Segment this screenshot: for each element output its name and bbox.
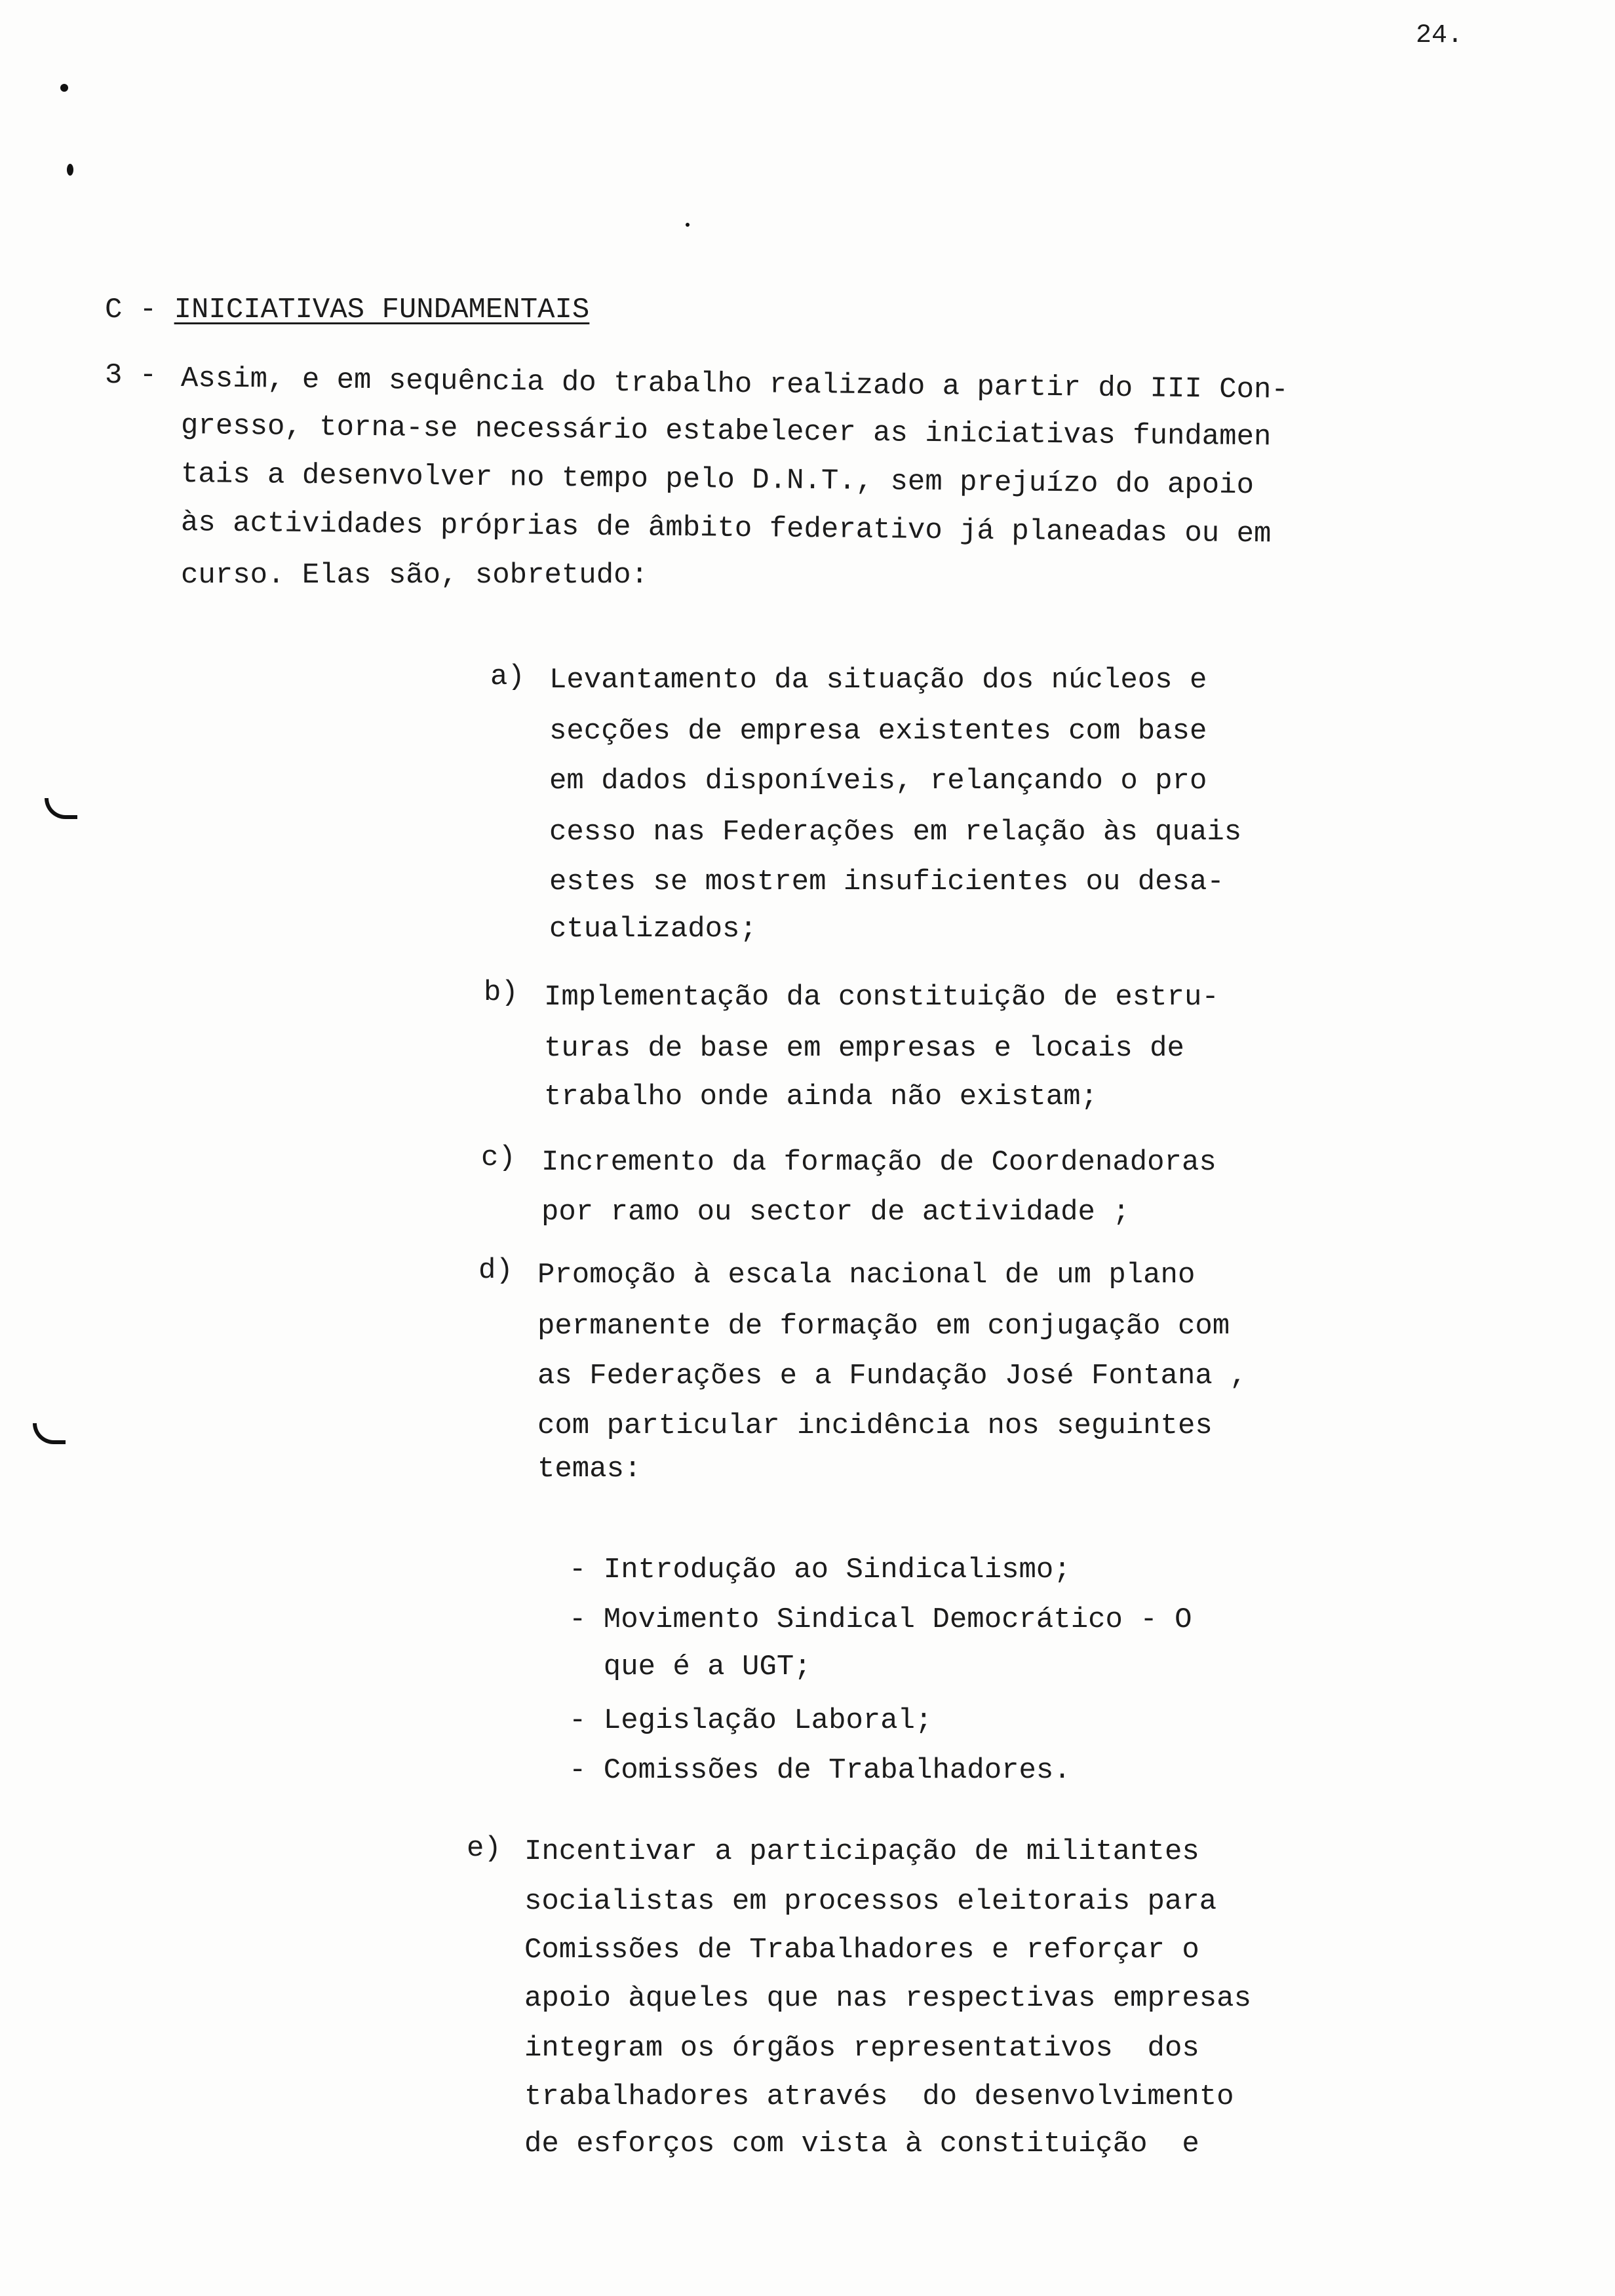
punch-mark [67,164,73,176]
item-line: secções de empresa existentes com base [549,715,1207,748]
item-line: Comissões de Trabalhadores e reforçar o [524,1934,1199,1966]
item-letter: b) [484,976,518,1009]
theme-item: - Legislação Laboral; [569,1704,933,1737]
paragraph-number: 3 - [105,359,157,392]
dust-speck [686,223,690,227]
item-line: ctualizados; [549,913,757,946]
section-heading [105,294,589,326]
item-line: estes se mostrem insuficientes ou desa- [549,866,1224,898]
paragraph-line: tais a desenvolver no tempo pelo D.N.T., sem prejuízo do apoio [180,458,1255,503]
binding-mark [33,1423,66,1444]
page-number: 24. [1416,21,1464,50]
item-line: cesso nas Federações em relação às quais [549,816,1242,849]
item-line: de esforços com vista à constituição e [524,2128,1199,2160]
item-line: as Federações e a Fundação José Fontana , [537,1360,1247,1392]
item-line: Incremento da formação de Coordenadoras [541,1146,1216,1179]
item-line: Implementação da constituição de estru- [544,981,1219,1014]
item-line: temas: [537,1453,642,1485]
item-line: permanente de formação em conjugação com [537,1310,1230,1343]
item-line: Promoção à escala nacional de um plano [537,1259,1196,1292]
section-title: INICIATIVAS FUNDAMENTAIS [174,294,590,326]
item-line: com particular incidência nos seguintes [537,1409,1213,1442]
item-line: apoio àqueles que nas respectivas empresas [524,1982,1251,2015]
item-line: trabalhadores através do desenvolvimento [524,2080,1234,2113]
item-letter: d) [478,1254,513,1287]
item-line: em dados disponíveis, relançando o pro [549,765,1207,797]
item-line: por ramo ou sector de actividade ; [541,1196,1130,1229]
punch-mark [60,84,68,92]
paragraph-line: às actividades próprias de âmbito federativo já planeadas ou em [180,507,1272,551]
item-line: Incentivar a participação de militantes [524,1835,1199,1868]
binding-mark [45,798,77,819]
item-line: trabalho onde ainda não existam; [544,1081,1098,1113]
section-prefix: C - [105,294,174,326]
theme-item: que é a UGT; [569,1651,811,1683]
item-line: turas de base em empresas e locais de [544,1032,1184,1065]
theme-item: - Movimento Sindical Democrático - O [569,1603,1192,1636]
item-letter: a) [490,660,525,693]
theme-item: - Introdução ao Sindicalismo; [569,1554,1071,1586]
paragraph-line: gresso, torna-se necessário estabelecer as iniciativas fundamen [180,410,1272,454]
paragraph-line: curso. Elas são, sobretudo: [181,559,648,592]
theme-item: - Comissões de Trabalhadores. [569,1754,1071,1787]
item-letter: e) [467,1832,501,1865]
item-letter: c) [481,1141,516,1174]
item-line: integram os órgãos representativos dos [524,2032,1199,2065]
item-line: Levantamento da situação dos núcleos e [549,664,1207,697]
item-line: socialistas em processos eleitorais para [524,1885,1217,1918]
paragraph-line: Assim, e em sequência do trabalho realizado a partir do III Con- [180,362,1289,407]
